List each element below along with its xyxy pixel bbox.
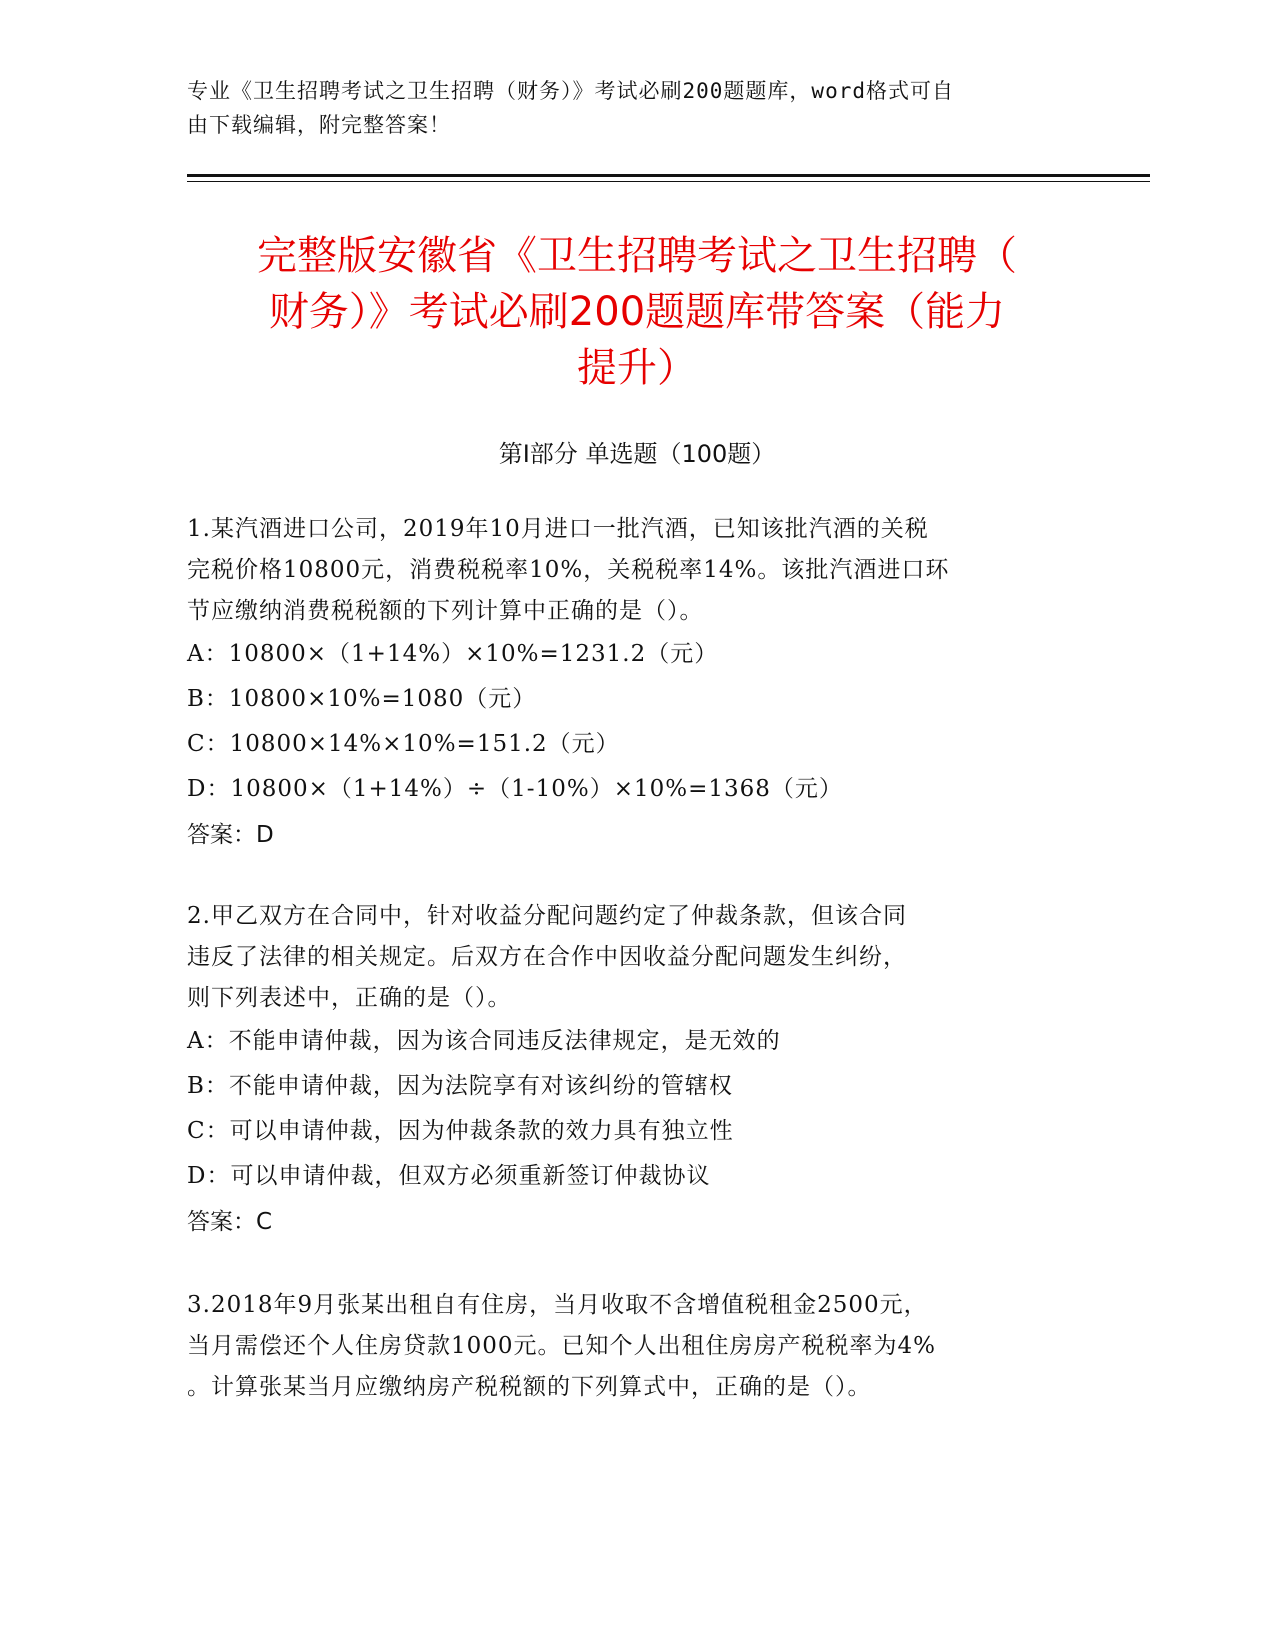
- question-3-stem-line-3: 。计算张某当月应缴纳房产税税额的下列算式中，正确的是（）。: [187, 1374, 872, 1400]
- question-2-answer: 答案：C: [187, 1209, 273, 1235]
- question-2-stem-line-3: 则下列表述中，正确的是（）。: [187, 985, 512, 1011]
- header-divider-thin: [187, 181, 1150, 182]
- document-title-line-3: 提升）: [577, 345, 697, 391]
- question-1-stem-line-2: 完税价格10800元，消费税税率10%，关税税率14%。该批汽酒进口环: [187, 557, 950, 583]
- question-2-option-b: B：不能申请仲裁，因为法院享有对该纠纷的管辖权: [187, 1073, 733, 1099]
- document-title: [187, 228, 1087, 396]
- question-2-stem: [187, 896, 1087, 1019]
- question-2: [187, 896, 1087, 1245]
- question-2-option-d: D：可以申请仲裁，但双方必须重新签订仲裁协议: [187, 1163, 711, 1189]
- question-1-option-d: D：10800×（1+14%）÷（1-10%）×10%=1368（元）: [187, 776, 843, 802]
- question-2-option-a: A：不能申请仲裁，因为该合同违反法律规定，是无效的: [187, 1028, 781, 1054]
- question-1-answer: 答案：D: [187, 822, 274, 848]
- header-note-line-1: 专业《卫生招聘考试之卫生招聘（财务）》考试必刷200题题库，word格式可自: [187, 79, 954, 103]
- question-2-stem-line-2: 违反了法律的相关规定。后双方在合作中因收益分配问题发生纠纷，: [187, 944, 907, 970]
- question-1-option-c: C：10800×14%×10%=151.2（元）: [187, 731, 620, 757]
- question-1-stem: [187, 509, 1087, 632]
- question-3-stem-line-1: 3.2018年9月张某出租自有住房，当月收取不含增值税租金2500元，: [187, 1292, 928, 1318]
- document-title-line-2: 财务）》考试必刷200题题库带答案（能力: [268, 289, 1006, 335]
- question-1-stem-line-1: 1.某汽酒进口公司，2019年10月进口一批汽酒，已知该批汽酒的关税: [187, 516, 929, 542]
- question-2-option-c: C：可以申请仲裁，因为仲裁条款的效力具有独立性: [187, 1118, 734, 1144]
- question-1: [187, 509, 1087, 858]
- question-3: [187, 1285, 1087, 1408]
- header-note: [187, 74, 1087, 142]
- question-1-stem-line-3: 节应缴纳消费税税额的下列计算中正确的是（）。: [187, 598, 704, 624]
- question-1-option-a: A：10800×（1+14%）×10%=1231.2（元）: [187, 641, 719, 667]
- document-title-line-1: 完整版安徽省《卫生招聘考试之卫生招聘（: [257, 233, 1017, 279]
- question-3-stem: [187, 1285, 1087, 1408]
- question-3-stem-line-2: 当月需偿还个人住房贷款1000元。已知个人出租住房房产税税率为4%: [187, 1333, 937, 1359]
- section-heading: 第Ⅰ部分 单选题（100题）: [498, 440, 776, 468]
- question-2-stem-line-1: 2.甲乙双方在合同中，针对收益分配问题约定了仲裁条款，但该合同: [187, 903, 907, 929]
- header-note-line-2: 由下载编辑，附完整答案！: [187, 113, 451, 137]
- header-divider-thick: [187, 174, 1150, 177]
- question-1-option-b: B：10800×10%=1080（元）: [187, 686, 537, 712]
